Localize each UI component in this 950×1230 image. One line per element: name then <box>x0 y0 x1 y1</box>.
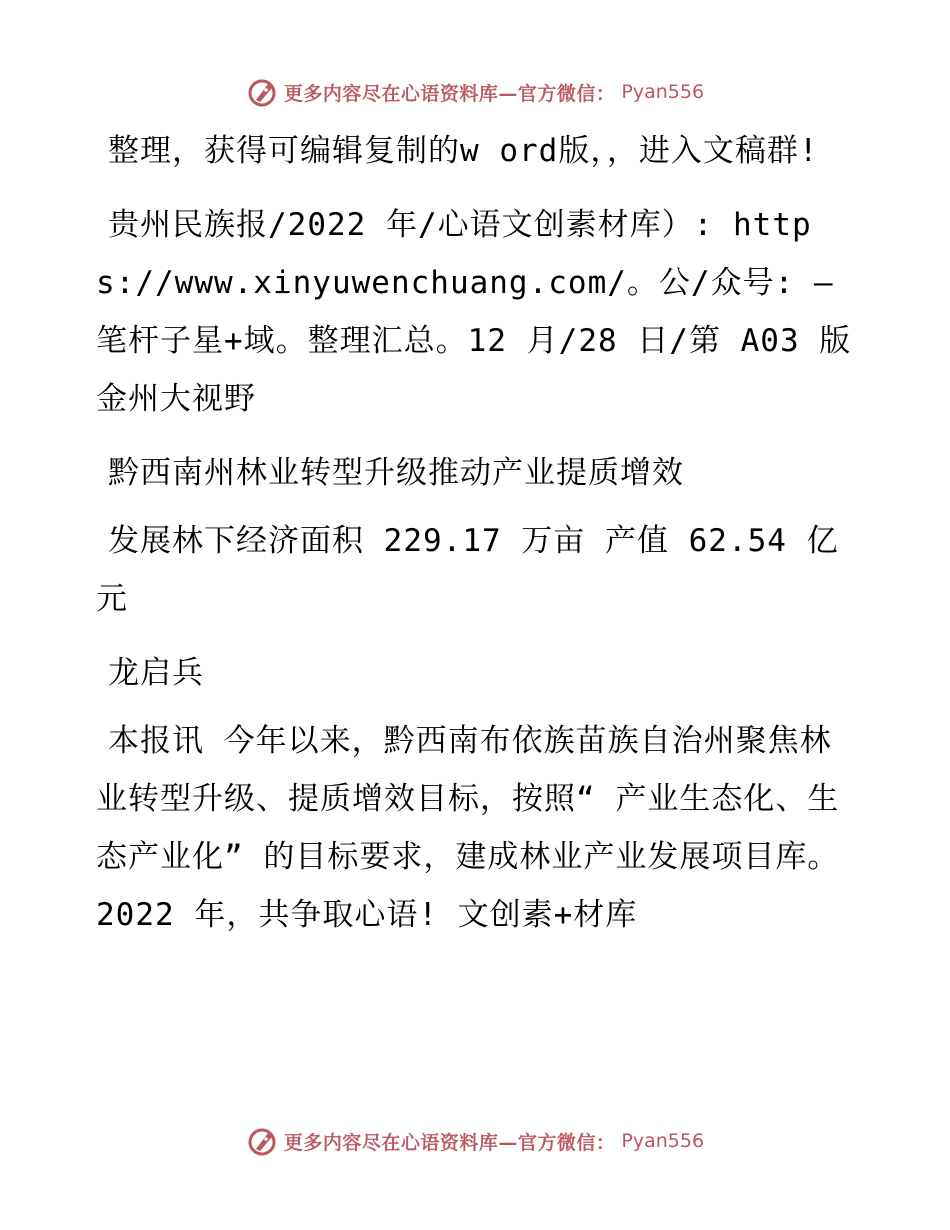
article-subtitle: 发展林下经济面积 229.17 万亩 产值 62.54 亿元 <box>96 523 839 617</box>
document-body <box>96 122 856 960</box>
pen-nib-logo-icon <box>246 1125 278 1157</box>
header-banner-text: 更多内容尽在心语资料库—官方微信： <box>283 82 616 105</box>
pen-nib-logo-icon <box>246 76 278 108</box>
article-title: 黔西南州林业转型升级推动产业提质增效 <box>108 455 684 491</box>
header-banner <box>0 72 950 112</box>
header-banner-wechat: Pyan556 <box>621 81 705 103</box>
footer-banner-text: 更多内容尽在心语资料库—官方微信： <box>283 1131 616 1154</box>
footer-banner-wechat: Pyan556 <box>621 1130 705 1152</box>
article-author: 龙启兵 <box>108 655 204 691</box>
paragraph-intro: 整理，获得可编辑复制的w ord版，，进入文稿群! <box>108 133 819 169</box>
article-body: 本报讯 今年以来，黔西南布依族苗族自治州聚焦林业转型升级、提质增效目标，按照“ 产业生态化、生态产业化” 的目标要求，建成林业产业发展项目库。2022 年，共争取心语! 文创素+材库 <box>96 723 840 933</box>
paragraph-source: 贵州民族报/2022 年/心语文创素材库）: https://www.xinyuwenchuang.com/。公/众号: —笔杆子星+域。整理汇总。12 月/28 日/第 A03 版金州大视野 <box>96 207 852 417</box>
footer-banner <box>0 1121 950 1161</box>
